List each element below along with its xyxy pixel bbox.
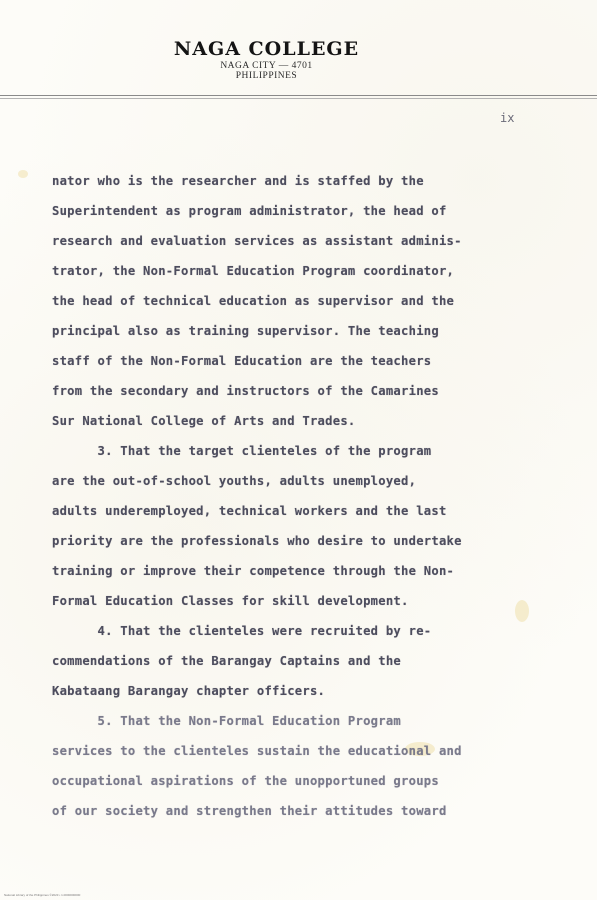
text-line: services to the clienteles sustain the educational and (52, 744, 462, 758)
text-line: Sur National College of Arts and Trades. (52, 414, 356, 428)
text-line: from the secondary and instructors of the Camarines (52, 384, 439, 398)
text-line: principal also as training supervisor. The teaching (52, 324, 439, 338)
college-city: NAGA CITY — 4701 (220, 61, 313, 71)
paper-stain (18, 170, 28, 178)
text-line: the head of technical education as supervisor and the (52, 294, 455, 308)
college-name: NAGA COLLEGE (173, 38, 360, 60)
college-country: PHILIPPINES (235, 71, 298, 81)
text-line: training or improve their competence through the Non- (52, 564, 455, 578)
text-line: 5. That the Non-Formal Education Program (52, 714, 402, 728)
text-line: of our society and strengthen their attitudes toward (52, 804, 447, 818)
text-line: are the out-of-school youths, adults unemployed, (52, 474, 417, 488)
text-line: Kabataang Barangay chapter officers. (52, 684, 326, 698)
text-line: research and evaluation services as assistant adminis- (52, 234, 462, 248)
text-line: trator, the Non-Formal Education Program coordinator, (52, 264, 455, 278)
text-line: 3. That the target clienteles of the program (52, 444, 432, 458)
letterhead-rule (0, 95, 597, 96)
text-line: 4. That the clienteles were recruited by re- (52, 624, 432, 638)
letterhead-rule (0, 98, 597, 99)
text-line: nator who is the researcher and is staffed by the (52, 174, 424, 188)
typed-body (52, 166, 552, 826)
page-number: ix (500, 111, 515, 125)
scan-footer-note: National Library of the Philippines ©2023 • 1.0000000000 (4, 893, 81, 897)
text-line: Superintendent as program administrator, the head of (52, 204, 447, 218)
text-line: priority are the professionals who desire to undertake (52, 534, 462, 548)
text-line: commendations of the Barangay Captains and the (52, 654, 402, 668)
letterhead (0, 38, 597, 81)
text-line: adults underemployed, technical workers and the last (52, 504, 447, 518)
text-line: Formal Education Classes for skill development. (52, 594, 409, 608)
text-line: staff of the Non-Formal Education are the teachers (52, 354, 432, 368)
text-line: occupational aspirations of the unopportuned groups (52, 774, 439, 788)
